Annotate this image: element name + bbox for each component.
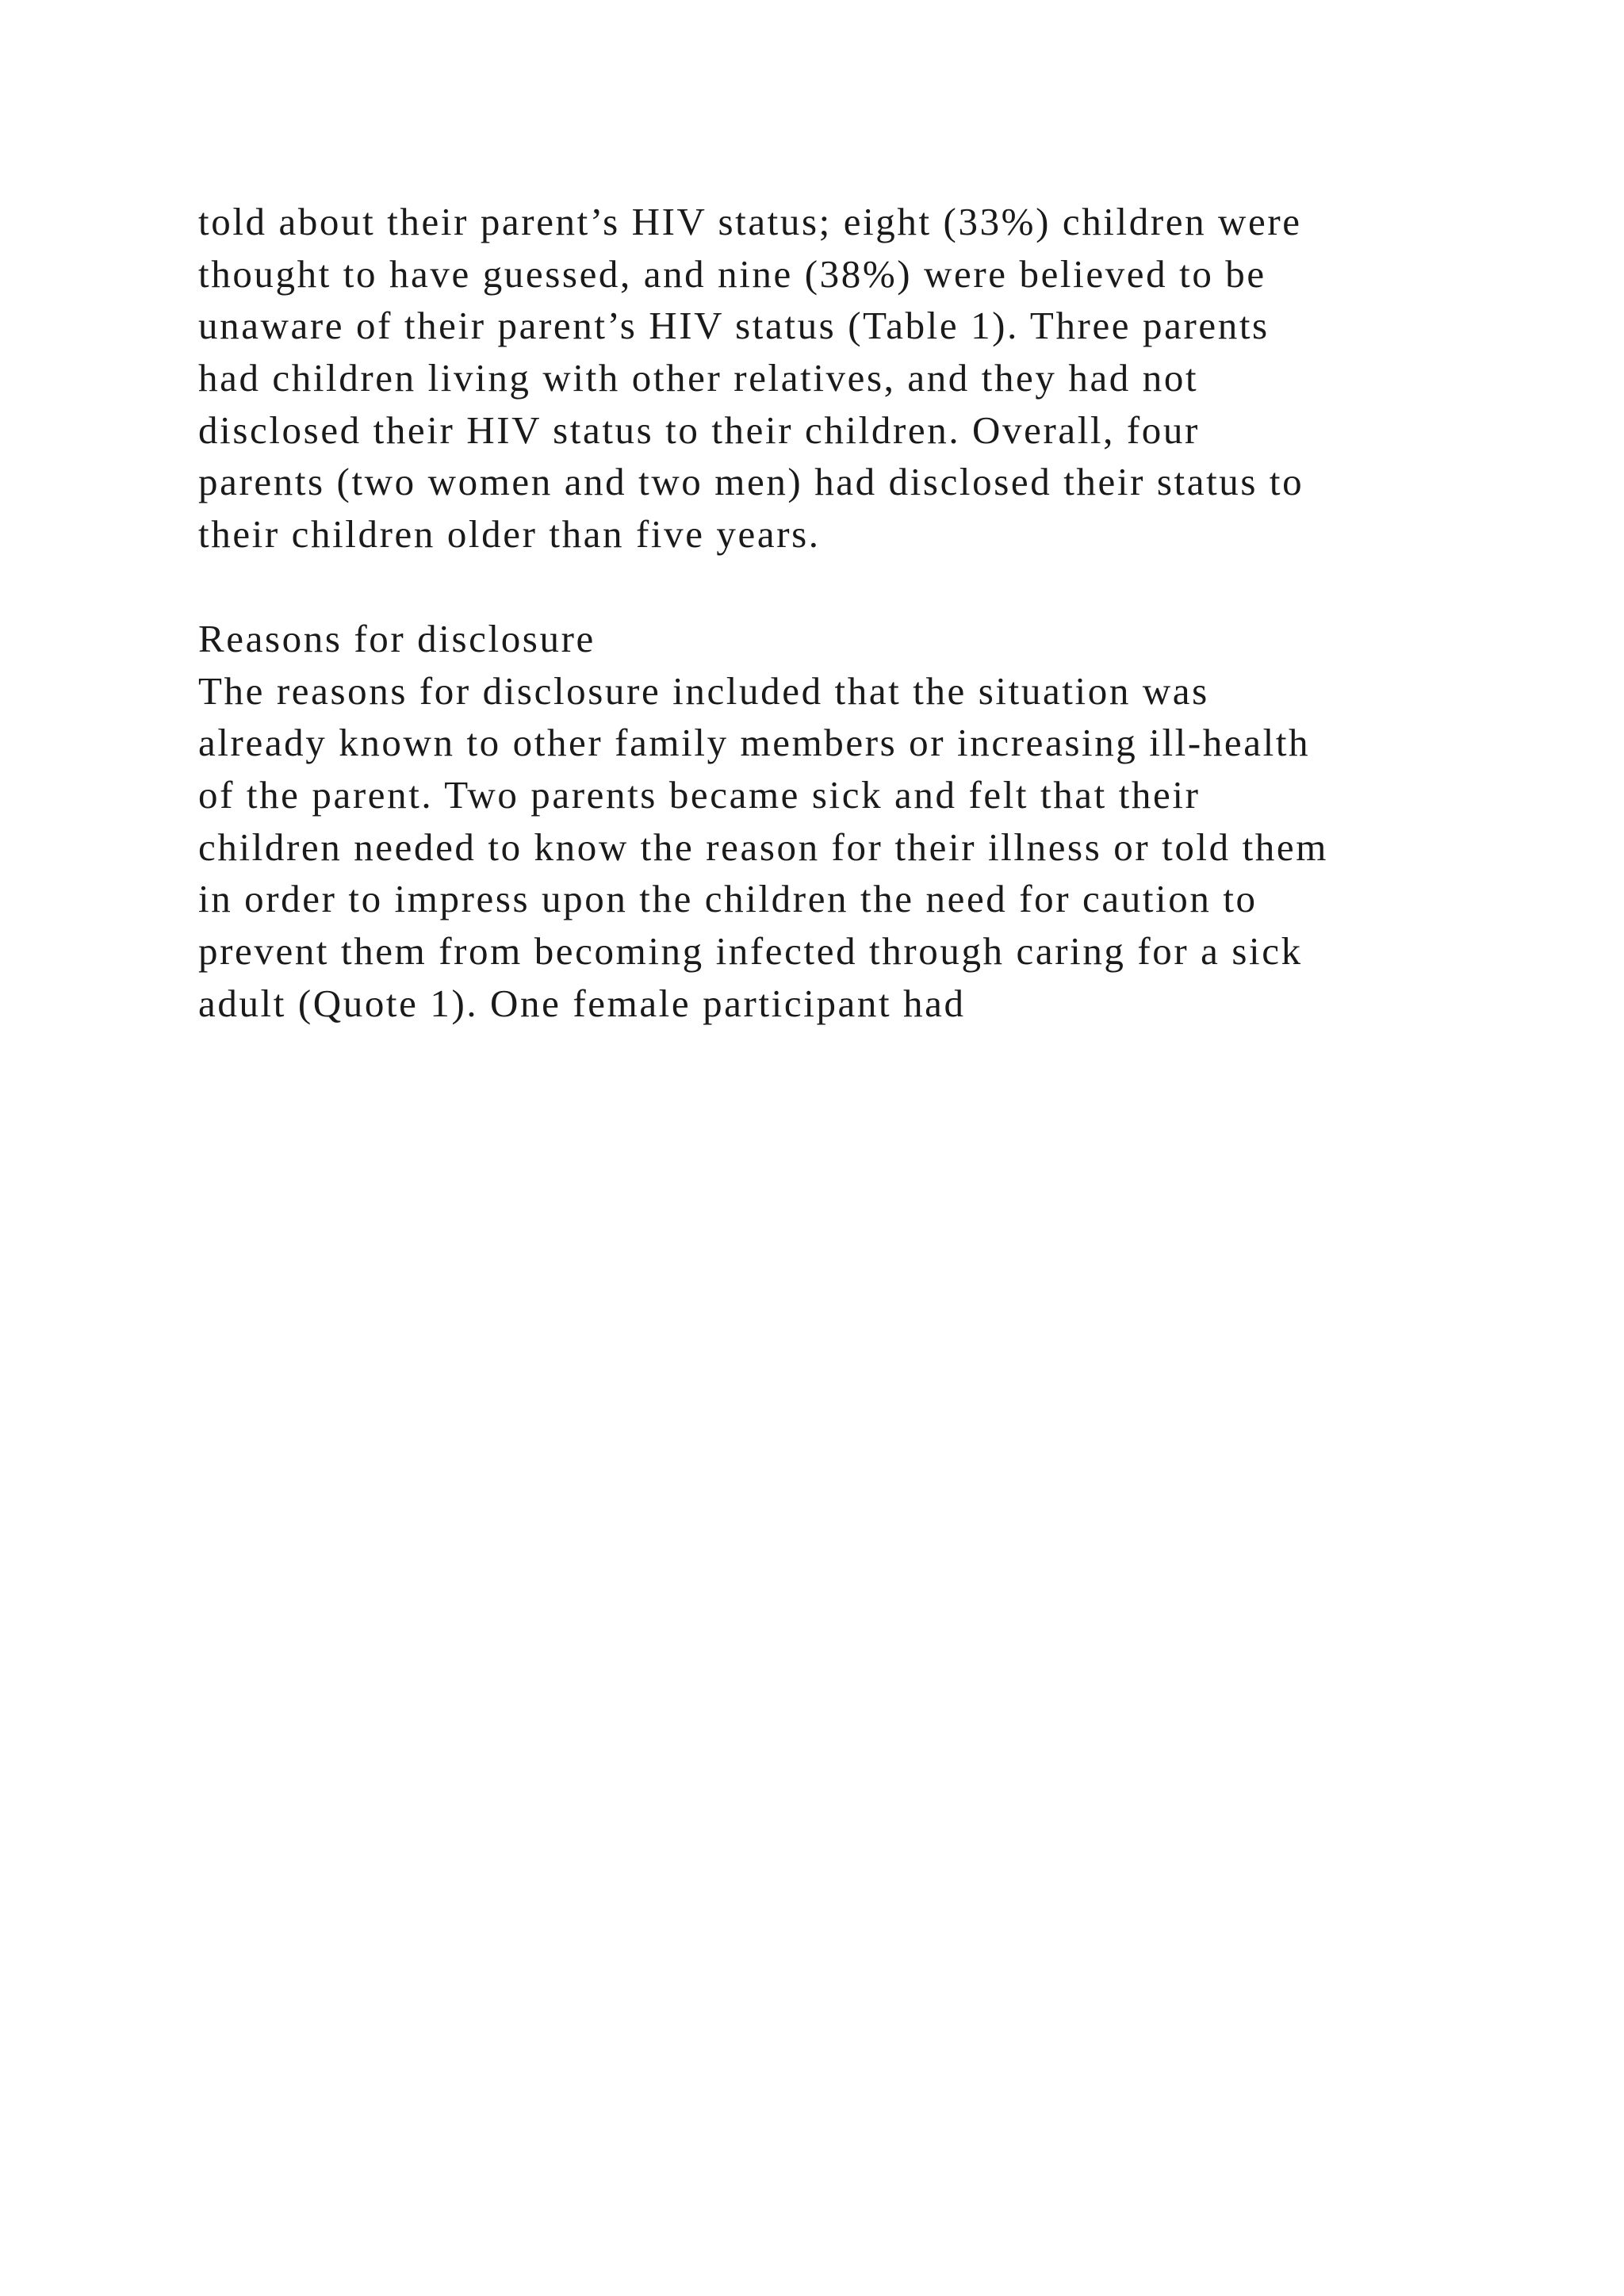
paragraph-line: their children older than five years. xyxy=(198,512,821,557)
results-paragraph xyxy=(198,196,1467,561)
section-line: prevent them from becoming infected through caring for a sick xyxy=(198,929,1303,974)
reasons-section xyxy=(198,613,1467,1030)
paragraph-line: told about their parent’s HIV status; eight (33%) children were xyxy=(198,200,1302,243)
section-line: of the parent. Two parents became sick and felt that their xyxy=(198,773,1201,817)
section-line: The reasons for disclosure included that the situation was xyxy=(198,668,1209,713)
section-line: already known to other family members or increasing ill-health xyxy=(198,721,1311,765)
paragraph-line: had children living with other relatives, and they had not xyxy=(198,356,1199,400)
section-heading: Reasons for disclosure xyxy=(198,617,596,660)
paragraph-line: parents (two women and two men) had disclosed their status to xyxy=(198,460,1304,504)
section-line: children needed to know the reason for their illness or told them xyxy=(198,825,1328,869)
section-line: adult (Quote 1). One female participant had xyxy=(198,981,966,1025)
paragraph-line: disclosed their HIV status to their children. Overall, four xyxy=(198,408,1200,452)
section-line: in order to impress upon the children the need for caution to xyxy=(198,877,1258,921)
paragraph-line: unaware of their parent’s HIV status (Table 1). Three parents xyxy=(198,304,1270,348)
paragraph-line: thought to have guessed, and nine (38%) were believed to be xyxy=(198,251,1266,296)
